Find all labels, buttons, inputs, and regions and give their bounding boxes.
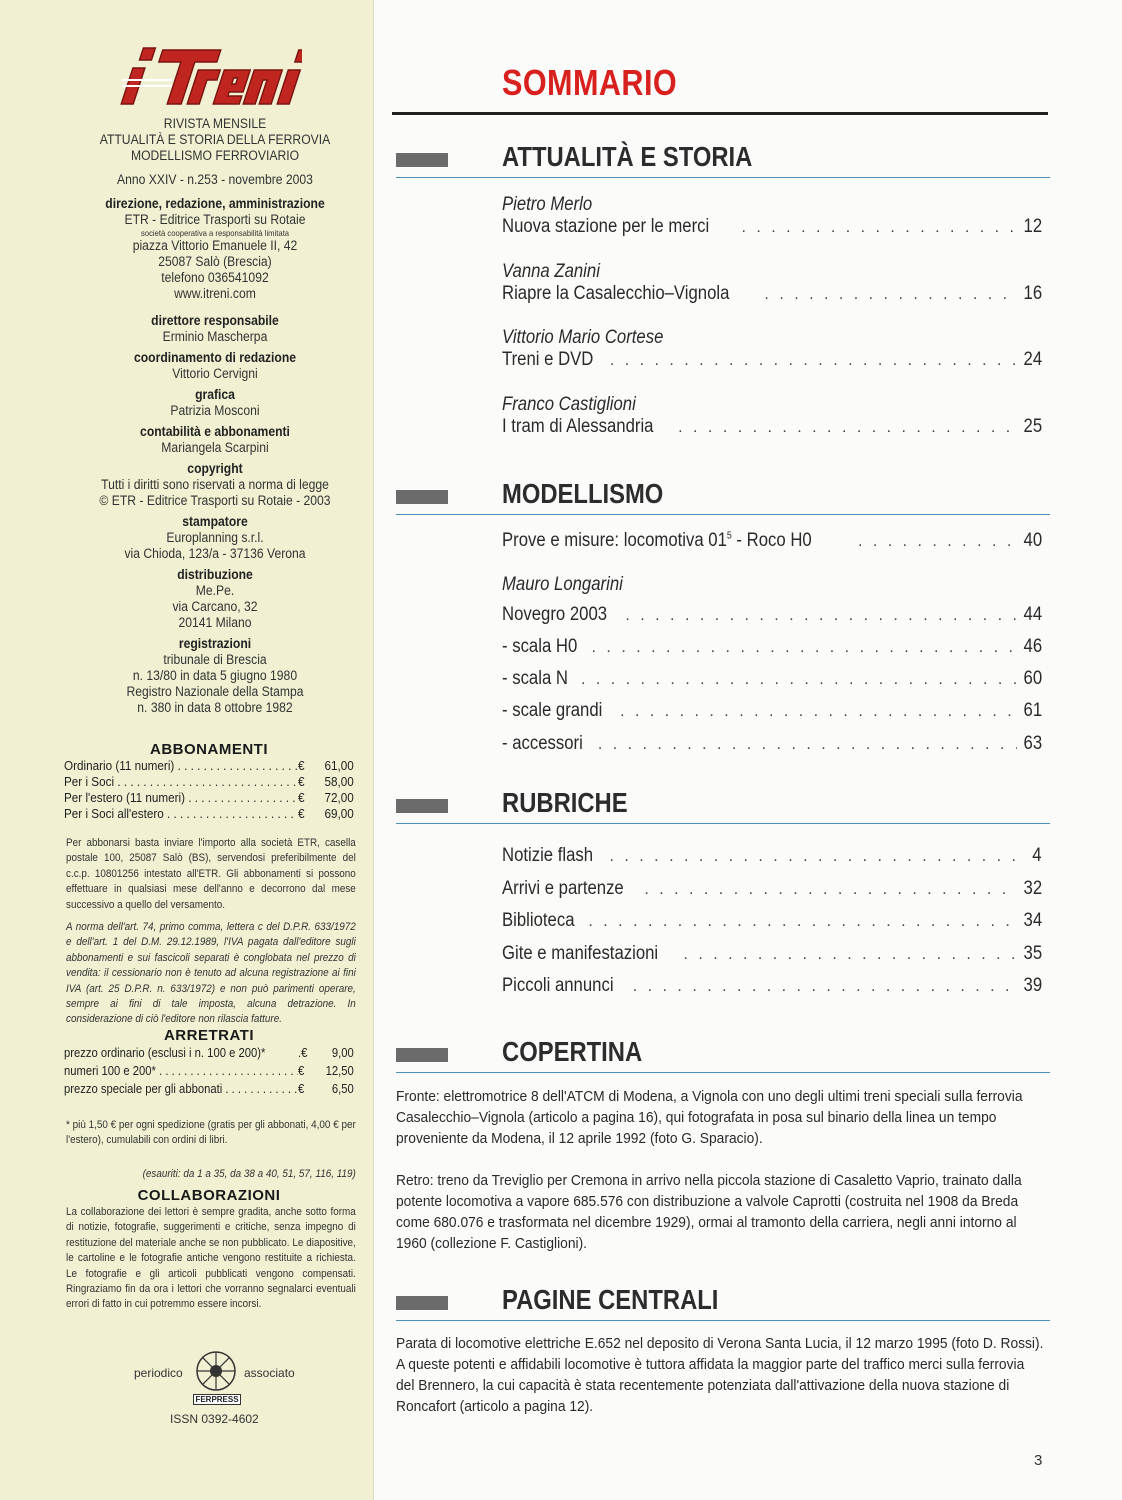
toc-entry[interactable]	[502, 636, 1042, 658]
price-label: prezzo ordinario (esclusi i n. 100 e 200)*	[64, 1046, 266, 1060]
entry-page: 39	[1023, 975, 1042, 996]
entry-page: 44	[1023, 604, 1042, 625]
price-currency: .€	[298, 1046, 308, 1060]
stampatore-line: Europlanning s.r.l.	[166, 530, 264, 545]
entry-title	[502, 530, 812, 552]
toc-entry[interactable]	[502, 530, 1042, 552]
leader-dots	[644, 881, 1017, 899]
price-amount: 6,50	[331, 1082, 354, 1096]
entry-author: Pietro Merlo	[502, 194, 593, 215]
masthead-line: ATTUALITÀ E STORIA DELLA FERROVIA	[99, 132, 331, 147]
credit-role: direttore responsabile	[151, 313, 279, 328]
price-currency: €	[298, 1064, 305, 1078]
leader-dots	[588, 913, 1016, 931]
arretrati-title: ARRETRATI	[163, 1027, 255, 1044]
entry-author: Vanna Zanini	[502, 261, 600, 282]
price-amount: 72,00	[324, 790, 354, 805]
section-bar	[396, 1296, 448, 1310]
entry-author: Franco Castiglioni	[502, 394, 636, 415]
section-bar	[396, 1048, 448, 1062]
distribuzione-line: via Carcano, 32	[172, 599, 258, 614]
publisher-note: società cooperativa a responsabilità limitata	[141, 228, 289, 238]
credit-name: Patrizia Mosconi	[170, 403, 260, 418]
centerfold-caption: Parata di locomotive elettriche E.652 nel deposito di Verona Santa Lucia, il 12 marzo 1995 (foto D. Rossi). A queste potenti e affidabili locomotive è tuttora affidata la maggior parte del traffico merci sulla ferrovia del Brennero, la cui capacità è stata recentemente potenziata dall'attivazione della nuova stazione di Roncafort (articolo a pagina 12).	[396, 1335, 1044, 1415]
toc-entry[interactable]	[502, 394, 1042, 438]
entry-title: Treni e DVD	[502, 349, 594, 370]
entry-title-text: Prove e misure: locomotiva 01	[502, 530, 727, 551]
registrazioni-line: n. 380 in data 8 ottobre 1982	[137, 700, 293, 715]
price-amount: 9,00	[331, 1046, 354, 1060]
toc-entry[interactable]	[502, 910, 1042, 932]
page-number: 3	[1034, 1452, 1043, 1469]
title-rule	[392, 112, 1048, 115]
leader-dots	[858, 533, 1017, 551]
toc-entry[interactable]	[502, 943, 1042, 965]
toc-entry[interactable]	[502, 261, 1042, 305]
abbonamenti-text: Per abbonarsi basta inviare l'importo alla società ETR, casella postale 100, 25087 Salò (BS), servendosi preferibilmente del c.c.p. 10801256 intestato all'ETR. Gli abbonamenti si possono effettuare in qualsiasi mese dell'anno e decorrono dal mese successivo a quello del versamento.	[66, 837, 356, 911]
entry-author: Mauro Longarini	[502, 574, 623, 595]
section-bar	[396, 490, 448, 504]
leader-dots	[633, 978, 1017, 996]
entry-title: I tram di Alessandria	[502, 416, 654, 437]
credit-name: Mariangela Scarpini	[161, 440, 269, 455]
table-of-contents	[374, 0, 1122, 1500]
copyright-line: © ETR - Editrice Trasporti su Rotaie - 2003	[99, 493, 331, 508]
section-underline	[396, 514, 1050, 515]
section-underline	[396, 823, 1050, 824]
cover-back-caption: Retro: treno da Treviglio per Cremona in arrivo nella piccola stazione di Casaletto Vaprio, trainato dalla potente locomotiva a vapore 685.576 con distribuzione a valvole Caprotti (costruita nel 1908 da Breda come 680.076 e trasformata nel dicembre 1929), ormai al tramonto della carriera, negli anni intorno al 1960 (collezione F. Castiglioni).	[396, 1172, 1022, 1252]
abbonamenti-title: ABBONAMENTI	[150, 741, 268, 758]
leader-dots	[610, 848, 1028, 866]
address-line: 25087 Salò (Brescia)	[158, 254, 272, 269]
toc-entry[interactable]	[502, 733, 1042, 755]
section-underline	[396, 1320, 1050, 1321]
section-title: MODELLISMO	[502, 478, 664, 509]
credits-block	[67, 313, 364, 716]
entry-title: - scale grandi	[502, 700, 603, 721]
collaborazioni-title: COLLABORAZIONI	[137, 1187, 281, 1204]
credit-name: Vittorio Cervigni	[172, 366, 258, 381]
esauriti-note: (esauriti: da 1 a 35, da 38 a 40, 51, 57, 116, 119)	[142, 1168, 356, 1180]
distribuzione-line: Me.Pe.	[195, 583, 235, 598]
stampatore-line: via Chioda, 123/a - 37136 Verona	[124, 546, 306, 561]
issue-info: Anno XXIV - n.253 - novembre 2003	[117, 172, 313, 187]
section-underline	[396, 1072, 1050, 1073]
credit-name: Erminio Mascherpa	[162, 329, 268, 344]
price-currency: €	[298, 806, 305, 821]
price-label: Ordinario (11 numeri) . . .	[64, 758, 298, 774]
price-amount: 58,00	[324, 774, 354, 789]
distribuzione-label: distribuzione	[177, 567, 253, 582]
entry-page: 46	[1023, 636, 1042, 657]
entry-page: 61	[1023, 700, 1042, 721]
publisher-block	[67, 196, 364, 302]
leader-dots	[620, 703, 1017, 721]
section-title: PAGINE CENTRALI	[502, 1284, 719, 1315]
toc-entry[interactable]	[502, 878, 1042, 900]
entry-title: Gite e manifestazioni	[502, 943, 659, 964]
section-bar	[396, 799, 448, 813]
price-row	[64, 806, 354, 822]
price-row	[64, 1080, 354, 1098]
price-row	[64, 1044, 354, 1062]
registrazioni-line: tribunale di Brescia	[163, 652, 267, 667]
stampatore-label: stampatore	[182, 514, 248, 529]
copyright-line: Tutti i diritti sono riservati a norma di legge	[101, 477, 329, 492]
entry-page: 34	[1023, 910, 1042, 931]
leader-dots	[764, 286, 1016, 304]
toc-entry[interactable]	[502, 194, 1042, 238]
website-link[interactable]: www.itreni.com	[174, 286, 256, 301]
masthead-block	[67, 116, 364, 164]
registrazioni-label: registrazioni	[178, 636, 252, 651]
price-row	[64, 758, 354, 774]
leader-dots	[683, 946, 1016, 964]
price-amount: 12,50	[325, 1064, 354, 1078]
publisher-name: ETR - Editrice Trasporti su Rotaie	[124, 212, 306, 227]
ferpress-wheel-icon	[193, 1350, 239, 1396]
toc-entry[interactable]	[502, 700, 1042, 722]
address-line: telefono 036541092	[161, 270, 269, 285]
cover-front-caption: Fronte: elettromotrice 8 dell'ATCM di Modena, a Vignola con uno degli ultimi treni speciali sulla ferrovia Casalecchio–Vignola (articolo a pagina 16), qui fotografata in posa sul binario della linea un tempo proveniente da Modena, il 12 aprile 1992 (foto G. Sparacio).	[396, 1088, 1023, 1147]
entry-title: - scala H0	[502, 636, 578, 657]
ferpress-label: FERPRESS	[193, 1394, 241, 1405]
leader-dots	[678, 419, 1017, 437]
masthead-line: MODELLISMO FERROVIARIO	[130, 148, 300, 163]
credit-role: coordinamento di redazione	[133, 350, 297, 365]
price-row	[64, 790, 354, 806]
credit-role: grafica	[195, 387, 235, 402]
price-row	[64, 1062, 354, 1080]
leader-dots	[598, 736, 1017, 754]
address-line: piazza Vittorio Emanuele II, 42	[132, 238, 298, 253]
price-row	[64, 774, 354, 790]
entry-title: - accessori	[502, 733, 583, 754]
leader-dots	[625, 607, 1016, 625]
price-amount: 69,00	[324, 806, 354, 821]
entry-title: Novegro 2003	[502, 604, 608, 625]
masthead-sidebar	[0, 0, 374, 1500]
entry-title: Arrivi e partenze	[502, 878, 624, 899]
leader-dots	[742, 219, 1017, 237]
credit-role: contabilità e abbonamenti	[140, 424, 290, 439]
entry-title: - scala N	[502, 668, 568, 689]
issn: ISSN 0392-4602	[170, 1412, 259, 1426]
copyright-label: copyright	[187, 461, 243, 476]
abbonamenti-block	[64, 741, 354, 822]
price-currency: €	[298, 758, 305, 773]
entry-page: 12	[1023, 216, 1042, 237]
direzione-label: direzione, redazione, amministrazione	[105, 196, 325, 211]
arretrati-block	[64, 1027, 354, 1098]
section-title: COPERTINA	[502, 1036, 643, 1067]
associato-label: associato	[244, 1366, 295, 1380]
price-label: Per l'estero (11 numeri) . . .	[64, 790, 298, 806]
price-label: numeri 100 e 200* . . .	[64, 1062, 298, 1080]
leader-dots	[592, 639, 1017, 657]
entry-page: 16	[1023, 283, 1042, 304]
price-amount: 61,00	[324, 758, 354, 773]
section-title: RUBRICHE	[502, 787, 628, 818]
entry-author: Vittorio Mario Cortese	[502, 327, 664, 348]
entry-page: 40	[1023, 530, 1042, 551]
toc-author-heading	[502, 574, 1042, 596]
toc-entry[interactable]	[502, 845, 1042, 867]
entry-page: 4	[1032, 845, 1042, 866]
entry-title: Biblioteca	[502, 910, 575, 931]
leader-dots	[610, 352, 1017, 370]
entry-page: 35	[1023, 943, 1042, 964]
distribuzione-line: 20141 Milano	[178, 615, 252, 630]
registrazioni-line: n. 13/80 in data 5 giugno 1980	[132, 668, 298, 683]
masthead-line: RIVISTA MENSILE	[163, 116, 267, 131]
entry-page: 60	[1023, 668, 1042, 689]
entry-title: Nuova stazione per le merci	[502, 216, 710, 237]
toc-entry[interactable]	[502, 327, 1042, 371]
toc-entry[interactable]	[502, 668, 1042, 690]
collaborazioni-block	[64, 1187, 354, 1204]
iva-text: A norma dell'art. 74, primo comma, lettera c del D.P.R. 633/1972 e dell'art. 1 del D.M. 29.12.1989, l'IVA pagata dall'editore sugli abbonamenti e sui fascicoli separati è conglobata nel prezzo di vendita: il cessionario non è tenuto ad alcuna registrazione ai fini IVA (art. 25 D.P.R. n. 633/1972) e non può parimenti operare, sempre ai fini di tale imposta, alcuna detrazione. In considerazione di ciò l'editore non rilascia fatture.	[66, 921, 356, 1026]
toc-entry[interactable]	[502, 975, 1042, 997]
arretrati-note: * più 1,50 € per ogni spedizione (gratis per gli abbonati, 4,00 € per l'estero), cumulabili con ordini di libri.	[66, 1119, 356, 1147]
leader-dots	[581, 671, 1017, 689]
price-label: Per i Soci all'estero . . .	[64, 806, 298, 822]
section-title: ATTUALITÀ E STORIA	[502, 141, 753, 172]
entry-title: Piccoli annunci	[502, 975, 614, 996]
entry-page: 32	[1023, 878, 1042, 899]
itreni-logo	[112, 40, 302, 110]
entry-title: Riapre la Casalecchio–Vignola	[502, 283, 730, 304]
price-currency: €	[298, 1082, 305, 1096]
page-title: SOMMARIO	[502, 62, 678, 103]
entry-page: 24	[1023, 349, 1042, 370]
price-currency: €	[298, 774, 305, 789]
price-currency: €	[298, 790, 305, 805]
section-underline	[396, 177, 1050, 178]
registrazioni-line: Registro Nazionale della Stampa	[126, 684, 304, 699]
price-label: prezzo speciale per gli abbonati . . .	[64, 1080, 298, 1098]
entry-title-suffix: - Roco H0	[731, 530, 812, 551]
section-bar	[396, 153, 448, 167]
collaborazioni-text: La collaborazione dei lettori è sempre gradita, anche sotto forma di notizie, fotografie, suggerimenti e critiche, senza impegno di restituzione del materiale anche se non pubblicato. Le diapositive, le cartoline e le fotografie antiche vengono restituite a richiesta. Le fotografie e gli articoli pubblicati vengono compensati. Ringraziamo fin da ora i lettori che vorranno segnalarci eventuali errori di fatto in cui potremmo essere incorsi.	[66, 1206, 356, 1311]
entry-title-sup: 5	[726, 530, 732, 542]
entry-title: Notizie flash	[502, 845, 594, 866]
entry-page: 63	[1023, 733, 1042, 754]
entry-page: 25	[1023, 416, 1042, 437]
periodico-label: periodico	[134, 1366, 183, 1380]
toc-entry[interactable]	[502, 604, 1042, 626]
price-label: Per i Soci . . .	[64, 774, 298, 790]
